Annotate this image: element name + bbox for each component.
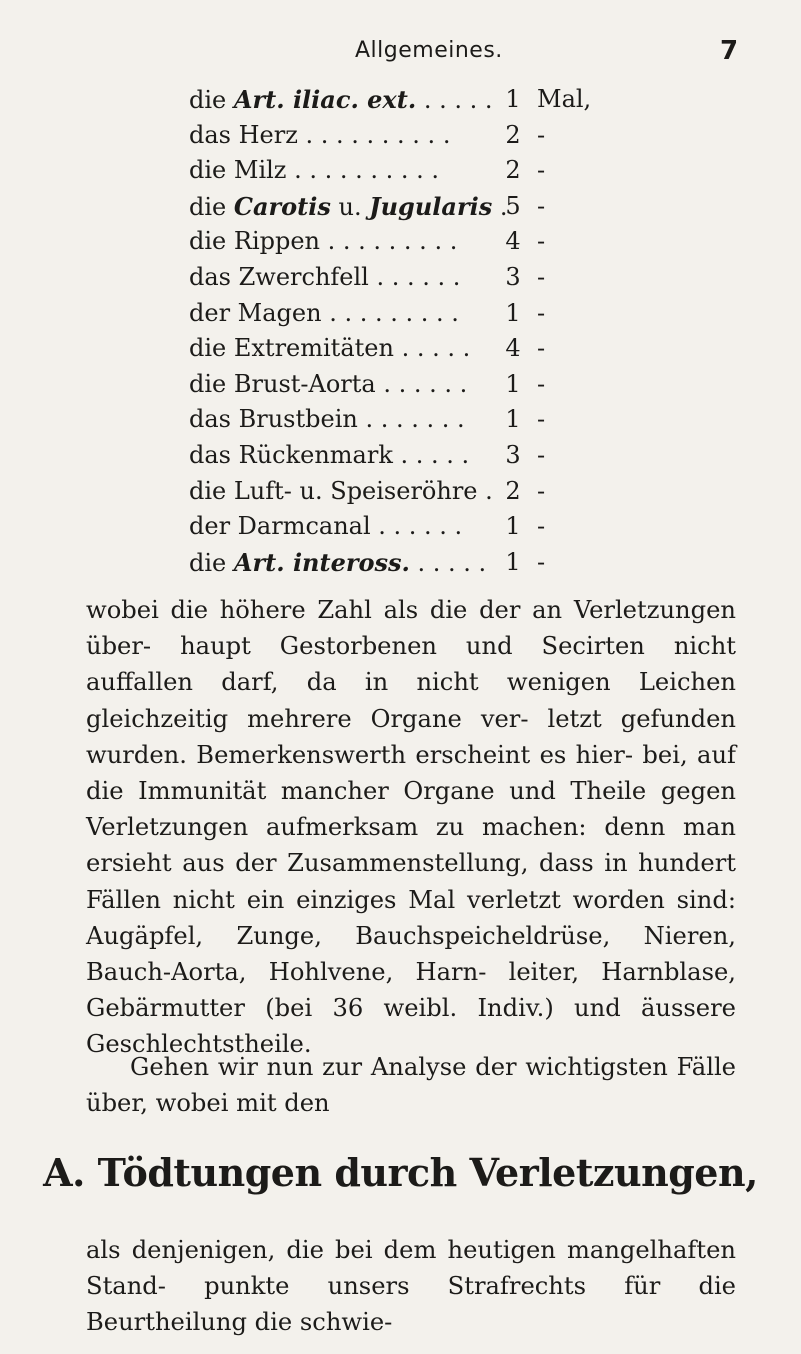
injury-count: 1 — [505, 298, 521, 327]
count-unit: Mal, — [537, 85, 592, 113]
count-unit: - — [537, 440, 546, 469]
organ-name: die Brust-Aorta . . . . . . — [189, 369, 468, 398]
count-unit: - — [537, 227, 546, 256]
count-unit: - — [537, 298, 546, 327]
table-row — [189, 438, 749, 474]
count-unit: - — [537, 512, 546, 541]
injury-count: 1 — [505, 369, 521, 398]
count-unit: - — [537, 262, 546, 291]
organ-name: das Brustbein . . . . . . . — [189, 405, 465, 434]
paragraph-2-text: Gehen wir nun zur Analyse der wichtigsten Fälle über, wobei mit den — [86, 1053, 736, 1118]
injury-count: 1 — [505, 547, 521, 576]
table-row — [189, 118, 749, 154]
table-row — [189, 474, 749, 510]
organ-name: die Art. inteross. . . . . . — [189, 547, 487, 577]
organ-name: die Milz . . . . . . . . . . — [189, 156, 440, 185]
paragraph-analysis — [86, 1049, 736, 1121]
page-number: 7 — [720, 36, 739, 66]
count-unit: - — [537, 476, 546, 505]
injury-count: 1 — [505, 85, 521, 113]
organ-name: das Herz . . . . . . . . . . — [189, 120, 451, 149]
table-row — [189, 367, 749, 403]
count-unit: - — [537, 369, 546, 398]
paragraph-immunity — [86, 592, 736, 1063]
organ-name: die Rippen . . . . . . . . . — [189, 227, 458, 256]
count-unit: - — [537, 547, 546, 576]
table-row — [189, 260, 749, 296]
table-row — [189, 331, 749, 367]
injury-count: 2 — [505, 156, 521, 185]
table-row — [189, 82, 749, 118]
organ-name: der Magen . . . . . . . . . — [189, 298, 459, 327]
injury-count: 2 — [505, 120, 521, 149]
organ-name: die Extremitäten . . . . . — [189, 334, 471, 363]
table-row — [189, 189, 749, 225]
table-row — [189, 402, 749, 438]
organ-injury-table — [189, 82, 749, 580]
paragraph-1-text: wobei die höhere Zahl als die der an Verletzungen über- haupt Gestorbenen und Secirten nicht auffallen darf, da in nicht wenigen Leichen gleichzeitig mehrere Organe ver- letzt gefunden wurden. Bemerkenswerth erscheint es hier- bei, auf die Immunität mancher Organe und Theile gegen Verletzungen aufmerksam zu machen: denn man ersieht aus der Zusammenstellung, dass in hundert Fällen nicht ein einziges Mal verletzt worden sind: Augäpfel, Zunge, Bauchspeicheldrüse, Nieren, Bauch-Aorta, Hohlvene, Harn- leiter, Harnblase, Gebärmutter (bei 36 weibl. Indiv.) und äussere Geschlechtstheile. — [86, 596, 736, 1059]
injury-count: 2 — [505, 476, 521, 505]
paragraph-continuation — [86, 1232, 736, 1340]
count-unit: - — [537, 334, 546, 363]
organ-name: das Zwerchfell . . . . . . — [189, 262, 461, 291]
count-unit: - — [537, 120, 546, 149]
organ-name: die Art. iliac. ext. . . . . . — [189, 85, 493, 114]
section-heading: A. Tödtungen durch Verletzungen, — [43, 1150, 758, 1195]
count-unit: - — [537, 156, 546, 185]
table-row — [189, 296, 749, 332]
organ-name: der Darmcanal . . . . . . — [189, 512, 463, 541]
table-row — [189, 545, 749, 581]
running-head — [0, 38, 801, 68]
table-row — [189, 509, 749, 545]
injury-count: 1 — [505, 405, 521, 434]
organ-name: die Luft- u. Speiseröhre . — [189, 476, 493, 505]
injury-count: 4 — [505, 334, 521, 363]
running-title: Allgemeines. — [355, 38, 503, 63]
injury-count: 3 — [505, 440, 521, 469]
injury-count: 4 — [505, 227, 521, 256]
count-unit: - — [537, 405, 546, 434]
injury-count: 5 — [505, 191, 521, 220]
injury-count: 3 — [505, 262, 521, 291]
paragraph-3-text: als denjenigen, die bei dem heutigen mangelhaften Stand- punkte unsers Strafrechts für die Beurtheilung die schwie- — [86, 1236, 736, 1336]
organ-name: die Carotis u. Jugularis . — [189, 191, 508, 221]
injury-count: 1 — [505, 512, 521, 541]
count-unit: - — [537, 191, 546, 220]
organ-name: das Rückenmark . . . . . — [189, 440, 470, 469]
table-row — [189, 224, 749, 260]
table-row — [189, 153, 749, 189]
